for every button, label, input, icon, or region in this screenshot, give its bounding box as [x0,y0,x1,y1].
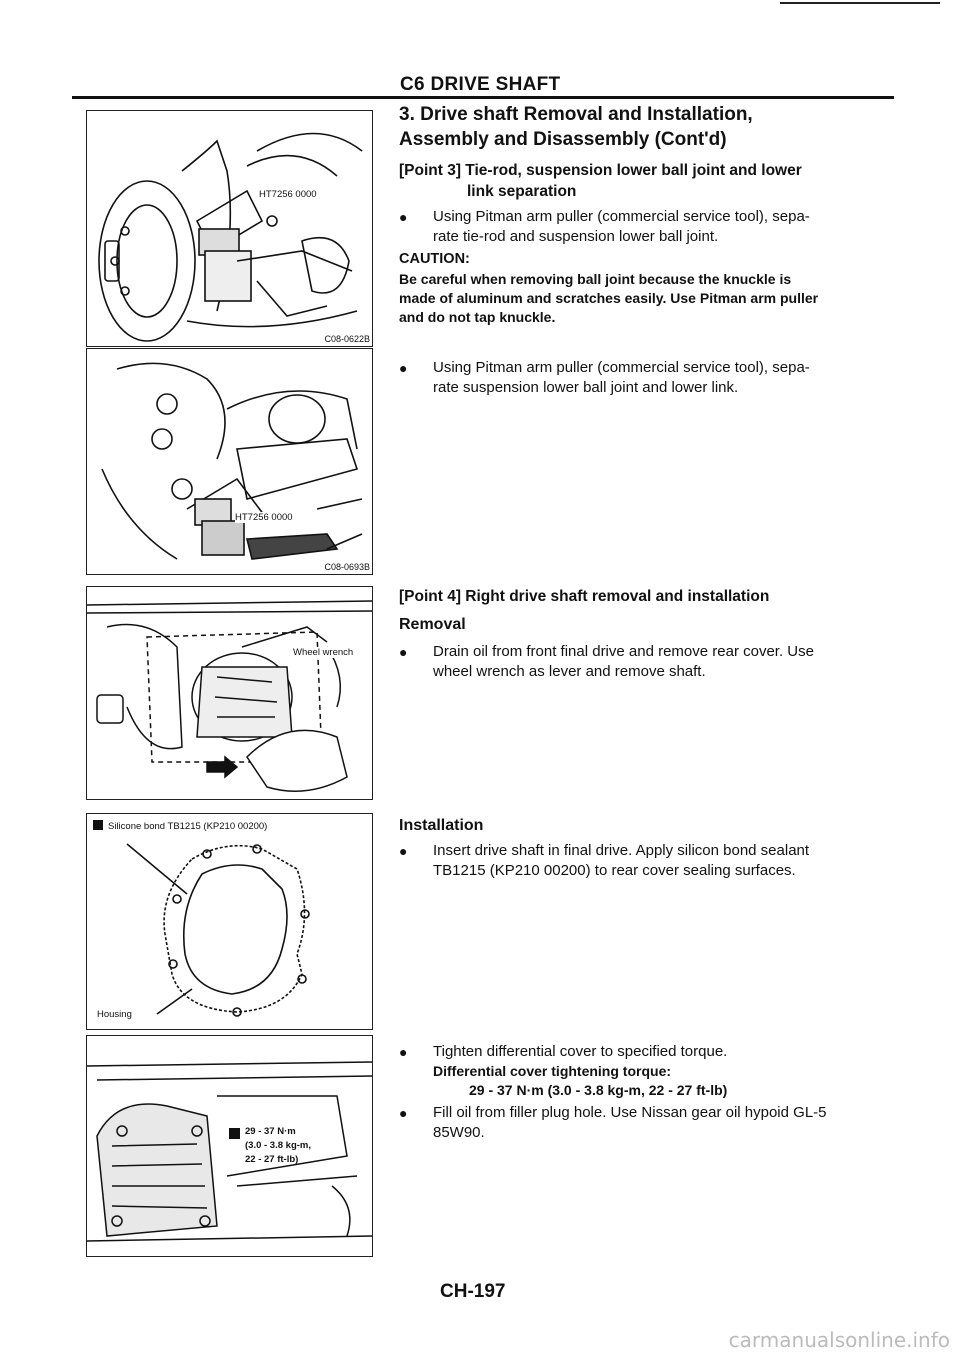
page-title [399,102,899,152]
torque-value: 29 - 37 N·m (3.0 - 3.8 kg-m, 22 - 27 ft-lb) [469,1082,728,1098]
page-title-line1: 3. Drive shaft Removal and Installation, [399,104,753,125]
bullet-dot-icon: ● [399,1044,408,1060]
point3-bullet1-line1: Using Pitman arm puller (commercial service tool), sepa- [433,208,810,225]
point4-heading: [Point 4] Right drive shaft removal and installation [399,588,770,605]
fig4-housing-label: Housing [97,1009,132,1020]
bullet-dot-icon: ● [399,209,408,225]
point3-bullet2-line1: Using Pitman arm puller (commercial service tool), sepa- [433,359,810,376]
torque-label: Differential cover tightening torque: [433,1063,672,1079]
tie-rod-illustration [87,111,372,346]
torque-symbol-icon [229,1128,240,1139]
rear-cover-illustration [87,814,372,1029]
caution-line3: and do not tap knuckle. [399,309,556,325]
caution-line2: made of aluminum and scratches easily. Use Pitman arm puller [399,290,819,306]
figure-lower-link-separation [86,348,373,575]
figure-rear-cover-sealant [86,813,373,1030]
differential-cover-illustration [87,1036,372,1256]
bullet-dot-icon: ● [399,360,408,376]
page-number: CH-197 [440,1281,506,1302]
fig4-sealant-text: Silicone bond TB1215 (KP210 00200) [108,821,268,832]
wheel-wrench-illustration [87,587,372,799]
tighten-line: Tighten differential cover to specified torque. [433,1043,728,1060]
fig2-code: C08-0693B [324,562,370,572]
point3-bullet1 [399,207,933,247]
fig1-code: C08-0622B [324,334,370,344]
caution-line1: Be careful when removing ball joint because the knuckle is [399,271,792,287]
point3-bullet1-line2: rate tie-rod and suspension lower ball joint. [433,228,719,245]
point3-heading-line2: link separation [467,183,577,200]
point3-heading [399,160,802,202]
removal-bullet [399,642,933,682]
header-rule [72,96,894,99]
fig1-tool-label: HT7256 0000 [259,189,317,200]
tighten-bullet [399,1042,943,1100]
fill-bullet [399,1103,943,1143]
section-header: C6 DRIVE SHAFT [400,74,561,95]
page-title-line2: Assembly and Disassembly (Cont'd) [399,129,727,150]
fig5-torque-line2: (3.0 - 3.8 kg-m, [245,1140,311,1151]
fill-line1: Fill oil from filler plug hole. Use Nissan gear oil hypoid GL-5 [433,1104,827,1121]
bullet-dot-icon: ● [399,1105,408,1121]
caution-block [399,249,899,327]
point3-bullet2 [399,358,933,398]
fig5-torque-line1: 29 - 37 N·m [245,1126,296,1137]
watermark-url: carmanualsonline.info [728,1328,950,1352]
figure-wheel-wrench [86,586,373,800]
removal-line1: Drain oil from front final drive and remove rear cover. Use [433,643,814,660]
point3-heading-line1: [Point 3] Tie-rod, suspension lower ball joint and lower [399,162,802,179]
point3-bullet2-line2: rate suspension lower ball joint and lower link. [433,379,739,396]
lower-link-illustration [87,349,372,574]
removal-label: Removal [399,616,466,633]
figure-differential-cover-torque [86,1035,373,1257]
figure-tie-rod-separation [86,110,373,347]
install-line1: Insert drive shaft in final drive. Apply silicon bond sealant [433,842,810,859]
scan-artifact-line [780,2,940,4]
fig2-tool-label: HT7256 0000 [235,512,293,523]
install-bullet [399,841,943,881]
bullet-dot-icon: ● [399,843,408,859]
fig3-wheel-wrench-label: Wheel wrench [293,647,354,658]
installation-label: Installation [399,817,484,834]
removal-line2: wheel wrench as lever and remove shaft. [433,663,706,680]
fill-line2: 85W90. [433,1124,485,1141]
install-line2: TB1215 (KP210 00200) to rear cover sealing surfaces. [433,862,796,879]
bullet-dot-icon: ● [399,644,408,660]
fig5-torque-line3: 22 - 27 ft-lb) [245,1154,299,1165]
caution-label: CAUTION: [399,251,470,267]
